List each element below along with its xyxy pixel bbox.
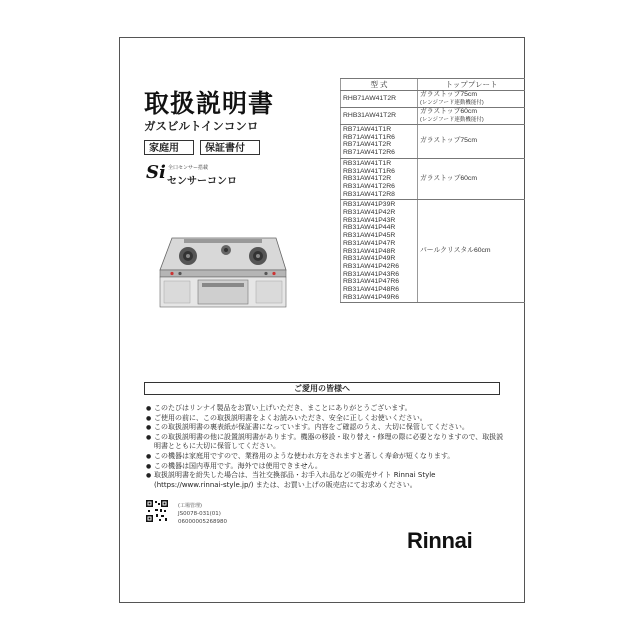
model-number: RB31AW41P48R [343, 247, 396, 255]
model-number: RB31AW41P49R6 [343, 293, 400, 301]
top-plate-note: (レンジフード連動機能付) [420, 117, 484, 123]
manual-title: 取扱説明書 [144, 89, 275, 118]
model-number: RB31AW41T1R [343, 159, 392, 167]
model-numbers-cell [341, 125, 418, 159]
factory-management-label: (工場管理) [178, 503, 202, 509]
model-group-row [341, 91, 526, 108]
model-number: RB31AW41P42R6 [343, 262, 400, 270]
model-number: RB71AW41T2R6 [343, 149, 395, 157]
warranty-included-tag: 保証書付 [200, 140, 260, 155]
notice-item: ● ご使用の前に、この取扱説明書をよくお読みいただき、安全に正しくお使いください。 [146, 414, 506, 424]
top-plate-type: ガラストップ75cm [420, 137, 477, 145]
model-number: RB71AW41T1R6 [343, 133, 395, 141]
product-type: ガスビルトインコンロ [144, 119, 259, 133]
notice-item: ● このたびはリンナイ製品をお買い上げいただき、まことにありがとうございます。 [146, 404, 506, 414]
rinnai-logo: Rinnai [407, 528, 473, 553]
model-numbers-cell [341, 158, 418, 200]
model-number: RB31AW41P43R6 [343, 270, 400, 278]
model-number: RHB31AW41T2R [343, 112, 397, 120]
si-sensor-logo: Si [146, 162, 166, 183]
top-plate-type: ガラストップ60cm [420, 175, 477, 183]
top-plate-type: パールクリスタル60cm [420, 247, 491, 255]
model-number: RB31AW41T1R6 [343, 167, 395, 175]
notice-list [146, 404, 506, 490]
top-plate-cell [418, 200, 526, 303]
model-numbers-cell [341, 200, 418, 303]
model-number: RB31AW41P47R [343, 239, 396, 247]
notice-item: ● この機器は国内専用です。海外では使用できません。 [146, 462, 506, 472]
model-number: RHB71AW41T2R [343, 95, 397, 103]
model-number: RB31AW41P49R [343, 255, 396, 263]
model-number: RB31AW41P42R [343, 209, 396, 217]
model-column-header: 型 式 [341, 79, 418, 91]
qr-code-icon [146, 500, 168, 522]
model-number: RB31AW41T2R [343, 175, 392, 183]
model-numbers-cell [341, 91, 418, 108]
notice-heading: ご愛用の皆様へ [144, 382, 500, 395]
burner-left-icon [179, 247, 197, 265]
model-number: RB31AW41P44R [343, 224, 396, 232]
document-code: JS0078-031(01) [178, 511, 221, 517]
top-plate-cell [418, 108, 526, 125]
model-number: RB31AW41P43R [343, 216, 396, 224]
top-plate-type: ガラストップ75cm [420, 91, 477, 98]
top-plate-column-header: トッププレート [418, 79, 526, 91]
model-number: RB71AW41T2R [343, 141, 392, 149]
model-table [340, 78, 525, 303]
model-number: RB31AW41P48R6 [343, 286, 400, 294]
notice-item: ● この取扱説明書の裏表紙が保証書になっています。内容をご確認のうえ、大切に保管してください。 [146, 423, 506, 433]
model-number: RB31AW41P45R [343, 232, 396, 240]
burner-center-icon [221, 245, 231, 255]
model-group-row [341, 125, 526, 159]
model-number: RB31AW41T2R6 [343, 182, 395, 190]
top-plate-type: ガラストップ60cm [420, 108, 477, 115]
manual-cover [119, 37, 525, 603]
model-number: RB31AW41P47R6 [343, 278, 400, 286]
stove-illustration [158, 230, 288, 322]
model-number: RB71AW41T1R [343, 126, 392, 133]
model-number: RB31AW41T2R8 [343, 190, 395, 198]
model-group-row [341, 200, 526, 303]
top-plate-note: (レンジフード連動機能付) [420, 100, 484, 106]
notice-item: ● この取扱説明書の他に設置説明書があります。機器の移設・取り替え・修理の際に必要となりますので、取扱説明書とともに大切に保管してください。 [146, 433, 506, 452]
model-number: RB31AW41P39R [343, 201, 396, 209]
household-use-tag: 家庭用 [144, 140, 194, 155]
top-plate-cell [418, 158, 526, 200]
top-plate-cell [418, 125, 526, 159]
document-serial: 06000005268980 [178, 519, 227, 525]
top-plate-cell [418, 91, 526, 108]
notice-item: ● 取扱説明書を紛失した場合は、当社交換部品・お手入れ品などの販売サイト Rinnai Style (https://www.rinnai-style.jp/) または、お買い上げの販売店にてお求めください。 [146, 471, 506, 490]
sensor-label: センサーコンロ [167, 176, 237, 187]
burner-right-icon [249, 247, 267, 265]
model-group-row [341, 108, 526, 125]
notice-item: ● この機器は家庭用ですので、業務用のような使われ方をされますと著しく寿命が短くなります。 [146, 452, 506, 462]
model-group-row [341, 158, 526, 200]
model-numbers-cell [341, 108, 418, 125]
sensor-small-text: 全口センサー搭載 [168, 165, 209, 171]
